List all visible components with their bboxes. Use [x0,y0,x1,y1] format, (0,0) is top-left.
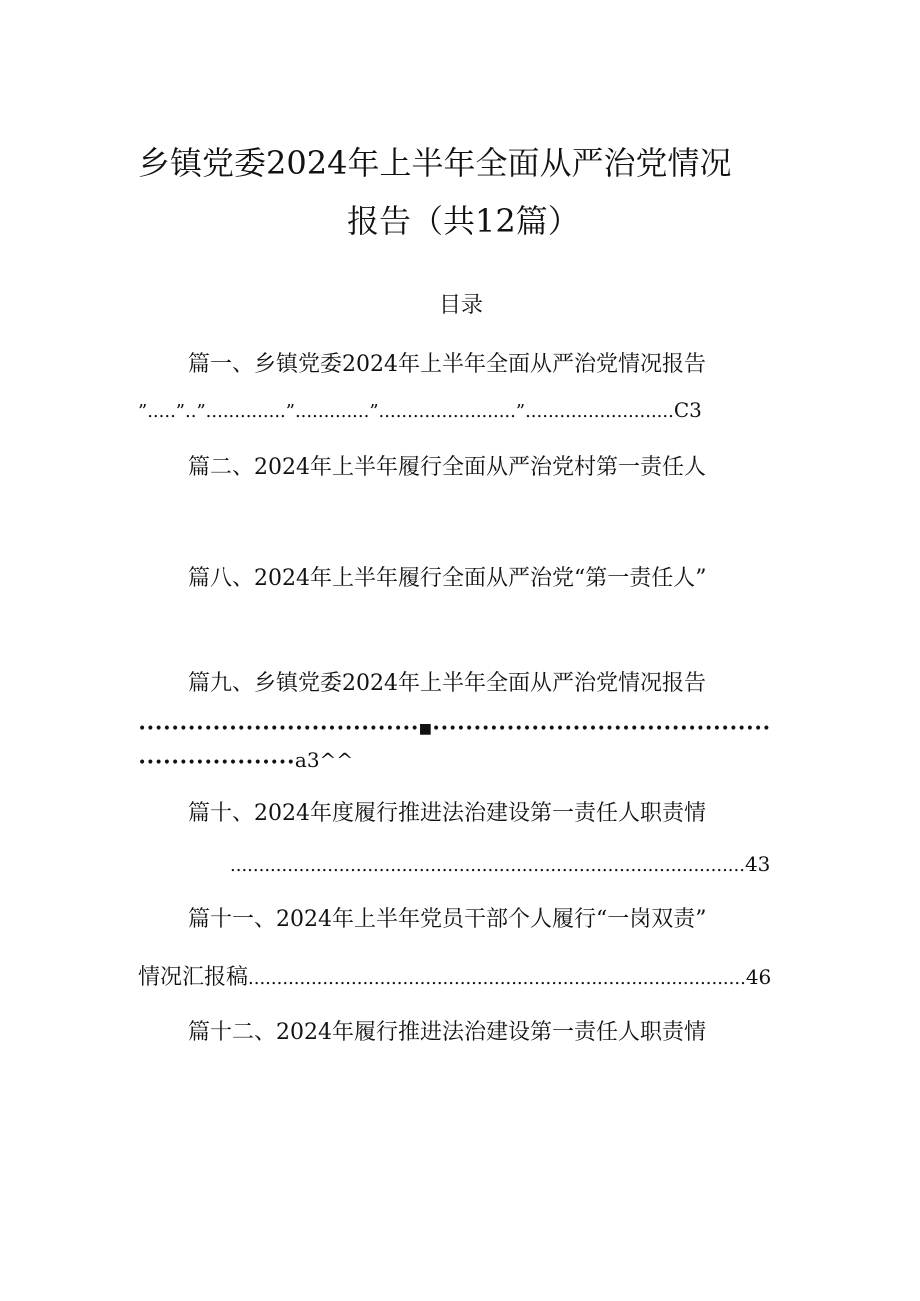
toc-leader-dots: ••••••••••••••••••• [138,755,295,771]
toc-entry-1: 篇一、乡镇党委2024年上半年全面从严治党情况报告 [188,352,706,377]
toc-leader-dots: ”.....”..”..............”.............”........................”.......................... [138,401,674,422]
toc-entry-10: 篇十、2024年度履行推进法治建设第一责任人职责情 [188,801,706,826]
toc-leader-row [138,748,353,772]
toc-entry-8: 篇八、2024年上半年履行全面从严治党“第一责任人” [188,566,707,591]
toc-leader-dots: ••••••••••••••••••••••••••••••••••■••••••••••••••••••••••••••••••••••••••••• [138,721,771,737]
toc-page-number: C3 [673,398,702,422]
toc-page-number: a3^^ [294,748,354,772]
toc-entry-text: 情况汇报稿 [138,965,249,990]
toc-entry-12: 篇十二、2024年履行推进法治建设第一责任人职责情 [188,1020,706,1045]
toc-entry-9: 篇九、乡镇党委2024年上半年全面从严治党情况报告 [188,671,706,696]
toc-page-number: 43 [744,852,771,876]
document-title-line-2: 报告（共12篇） [347,202,580,240]
toc-entry-11-continued [138,960,771,991]
document-title-line-1: 乡镇党委2024年上半年全面从严治党情况 [138,144,732,182]
toc-leader-row [230,852,770,876]
toc-entry-2: 篇二、2024年上半年履行全面从严治党村第一责任人 [188,455,706,480]
toc-entry-11: 篇十一、2024年上半年党员干部个人履行“一岗双责” [188,907,707,932]
toc-heading: 目录 [439,293,484,318]
toc-page-number: 46 [745,965,772,989]
toc-leader-dots: .......................................................................................... [230,855,745,876]
toc-leader-dots: ....................................................................................... [248,968,746,989]
toc-leader-row [138,398,702,422]
